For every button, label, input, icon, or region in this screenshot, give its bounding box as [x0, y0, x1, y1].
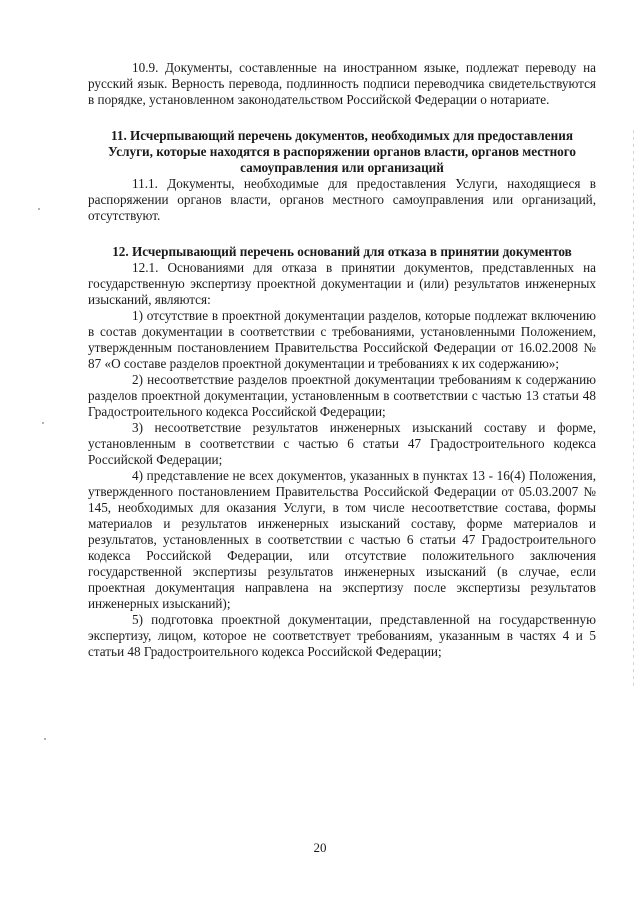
scan-dot-artifact: [38, 208, 40, 210]
section-heading-11: 11. Исчерпывающий перечень документов, необходимых для предоставления Услуги, которые находятся в распоряжении органов власти, органов местного самоуправления или организаций: [107, 128, 577, 175]
list-item-1: 1) отсутствие в проектной документации разделов, которые подлежат включению в состав документации в соответствии с требованиями, установленными Положением, утвержденным постановлением Правительства Российской Федерации от 16.02.2008 № 87 «О составе разделов проектной документации и требованиях к их содержанию»;: [88, 308, 596, 371]
section-gap: [88, 224, 596, 244]
list-item-4: 4) представление не всех документов, указанных в пунктах 13 - 16(4) Положения, утвержденного постановлением Правительства Российской Федерации от 05.03.2007 № 145, необходимых для оказания Услуги, в том числе несоответствие состава, формы материалов и результатов инженерных изысканий составу, форме материалов и результатов, установленных в соответствии с частью 6 статьи 47 Градостроительного кодекса Российской Федерации, или отсутствие положительного заключения государственной экспертизы результатов инженерных изысканий (в случае, если проектная документация направлена на экспертизу после экспертизы результатов инженерных изысканий);: [88, 468, 596, 611]
page-number: 20: [313, 840, 327, 855]
scan-dot-artifact: [44, 738, 46, 740]
section-heading-12: 12. Исчерпывающий перечень оснований для отказа в принятии документов: [112, 244, 572, 259]
list-item-3: 3) несоответствие результатов инженерных изысканий составу и форме, установленным в соответствии с частью 6 статьи 47 Градостроительного кодекса Российской Федерации;: [88, 420, 596, 467]
paragraph-12-1: 12.1. Основаниями для отказа в принятии документов, представленных на государственную экспертизу проектной документации и (или) результатов инженерных изысканий, являются:: [88, 260, 596, 307]
scan-dot-artifact: [42, 422, 44, 424]
section-gap: [88, 108, 596, 128]
list-item-5: 5) подготовка проектной документации, представленной на государственную экспертизу, лицом, которое не соответствует требованиям, указанным в частях 4 и 5 статьи 48 Градостроительного кодекса Российской Федерации;: [88, 612, 596, 659]
scan-edge-artifact: [633, 130, 634, 690]
document-body: [88, 60, 596, 660]
list-item-2: 2) несоответствие разделов проектной документации требованиям к содержанию разделов проектной документации, установленным в соответствии с частью 13 статьи 48 Градостроительного кодекса Российской Федерации;: [88, 372, 596, 419]
paragraph-10-9: 10.9. Документы, составленные на иностранном языке, подлежат переводу на русский язык. Верность перевода, подлинность подписи переводчика свидетельствуются в порядке, установленном законодательством Российской Федерации о нотариате.: [88, 60, 596, 107]
paragraph-11-1: 11.1. Документы, необходимые для предоставления Услуги, находящиеся в распоряжении органов власти, органов местного самоуправления или организаций, отсутствуют.: [88, 176, 596, 223]
